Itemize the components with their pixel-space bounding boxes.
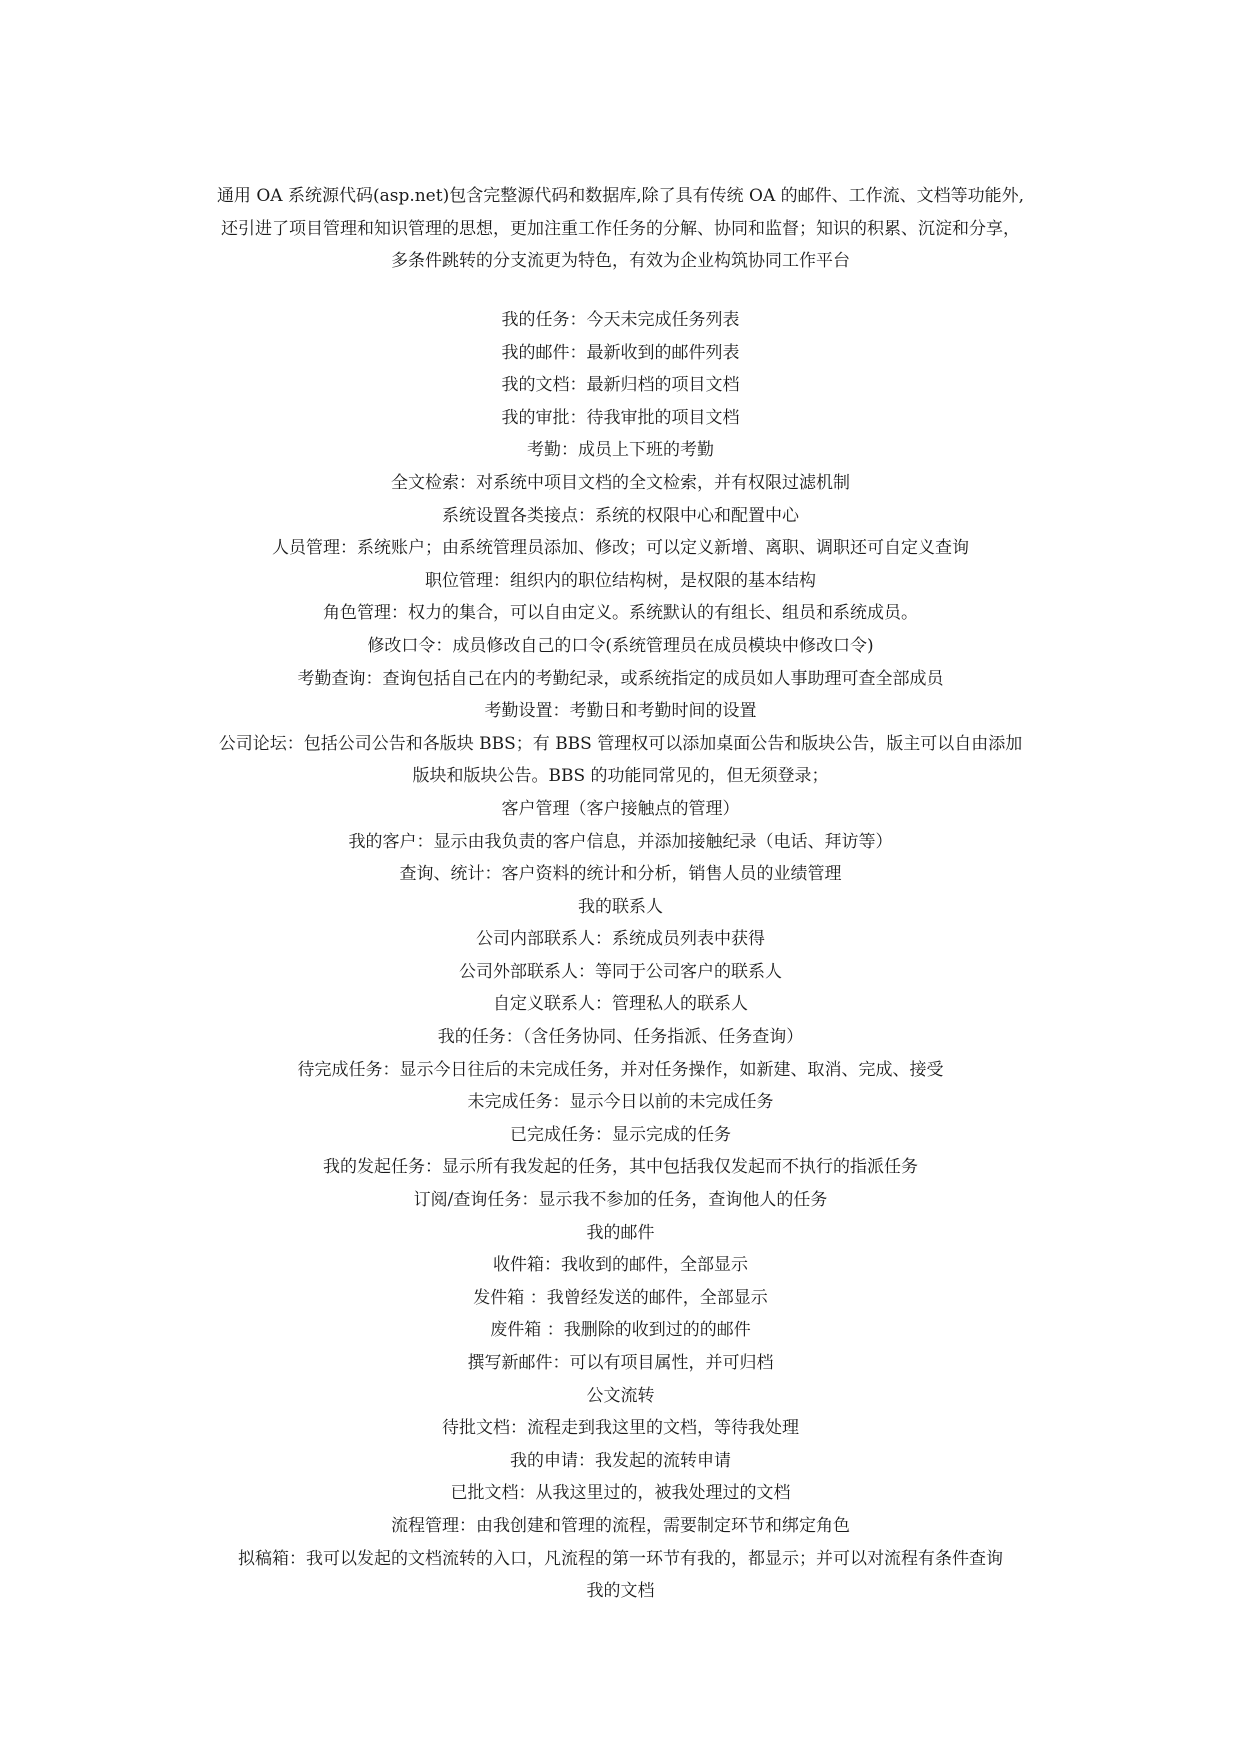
feature-line: 拟稿箱：我可以发起的文档流转的入口，凡流程的第一环节有我的，都显示；并可以对流程有条件查询	[238, 1548, 1003, 1569]
feature-line: 待完成任务：显示今日往后的未完成任务，并对任务操作，如新建、取消、完成、接受	[297, 1059, 944, 1080]
feature-line: 职位管理：组织内的职位结构树，是权限的基本结构	[425, 570, 816, 591]
section-heading: 我的联系人	[578, 896, 663, 917]
section-heading: 我的邮件	[586, 1222, 655, 1243]
feature-line: 已完成任务：显示完成的任务	[510, 1124, 731, 1145]
feature-line: 我的发起任务：显示所有我发起的任务，其中包括我仅发起而不执行的指派任务	[323, 1157, 918, 1178]
feature-line: 我的客户：显示由我负责的客户信息，并添加接触纪录（电话、拜访等）	[348, 831, 893, 852]
feature-line: 考勤：成员上下班的考勤	[527, 440, 714, 461]
feature-line: 公司外部联系人：等同于公司客户的联系人	[459, 961, 782, 982]
feature-line: 系统设置各类接点：系统的权限中心和配置中心	[442, 505, 799, 526]
feature-line: 自定义联系人：管理私人的联系人	[493, 994, 748, 1015]
feature-line: 发件箱 ：我曾经发送的邮件，全部显示	[473, 1287, 768, 1308]
feature-line: 角色管理：权力的集合，可以自由定义。系统默认的有组长、组员和系统成员。	[323, 603, 918, 624]
intro-line: 还引进了项目管理和知识管理的思想，更加注重工作任务的分解、协同和监督；知识的积累、沉淀和分享，	[221, 218, 1020, 239]
feature-line: 考勤查询：查询包括自己在内的考勤纪录，或系统指定的成员如人事助理可查全部成员	[297, 668, 944, 689]
section-heading: 我的任务：（含任务协同、任务指派、任务查询）	[437, 1027, 804, 1048]
feature-line: 废件箱 ：我删除的收到过的的邮件	[490, 1320, 751, 1341]
intro-paragraph	[150, 180, 1091, 278]
section-heading: 我的文档	[586, 1581, 655, 1602]
feature-line: 未完成任务：显示今日以前的未完成任务	[467, 1092, 774, 1113]
section-heading: 客户管理（客户接触点的管理）	[501, 798, 740, 819]
feature-line: 我的审批：待我审批的项目文档	[501, 407, 740, 428]
feature-line: 订阅/查询任务：显示我不参加的任务，查询他人的任务	[413, 1190, 828, 1211]
feature-line: 版块和版块公告。BBS 的功能同常见的，但无须登录；	[412, 766, 829, 787]
feature-line: 待批文档：流程走到我这里的文档，等待我处理	[442, 1418, 799, 1439]
feature-line: 公司论坛：包括公司公告和各版块 BBS；有 BBS 管理权可以添加桌面公告和版块公告，版主可以自由添加	[218, 733, 1023, 754]
feature-line: 全文检索：对系统中项目文档的全文检索，并有权限过滤机制	[391, 472, 850, 493]
intro-line: 多条件跳转的分支流更为特色，有效为企业构筑协同工作平台	[391, 251, 850, 271]
feature-line: 人员管理：系统账户；由系统管理员添加、修改；可以定义新增、离职、调职还可自定义查询	[272, 538, 969, 559]
feature-line: 撰写新邮件：可以有项目属性，并可归档	[467, 1353, 774, 1373]
feature-line: 公司内部联系人：系统成员列表中获得	[476, 929, 765, 950]
feature-line: 我的申请：我发起的流转申请	[510, 1450, 731, 1471]
feature-line: 我的文档：最新归档的项目文档	[501, 375, 740, 396]
feature-line: 流程管理：由我创建和管理的流程，需要制定环节和绑定角色	[391, 1515, 850, 1536]
feature-list	[150, 304, 1091, 1608]
feature-line: 修改口令：成员修改自己的口令(系统管理员在成员模块中修改口令)	[367, 635, 874, 656]
feature-line: 考勤设置：考勤日和考勤时间的设置	[484, 701, 757, 722]
intro-line: 通用 OA 系统源代码(asp.net)包含完整源代码和数据库,除了具有传统 OA 的邮件、工作流、文档等功能外,	[216, 186, 1025, 206]
feature-line: 收件箱：我收到的邮件，全部显示	[493, 1255, 748, 1276]
feature-line: 已批文档：从我这里过的，被我处理过的文档	[450, 1483, 791, 1504]
section-heading: 公文流转	[586, 1385, 655, 1406]
feature-line: 查询、统计：客户资料的统计和分析，销售人员的业绩管理	[399, 864, 842, 885]
feature-line: 我的任务：今天未完成任务列表	[501, 310, 740, 330]
feature-line: 我的邮件：最新收到的邮件列表	[501, 342, 740, 363]
